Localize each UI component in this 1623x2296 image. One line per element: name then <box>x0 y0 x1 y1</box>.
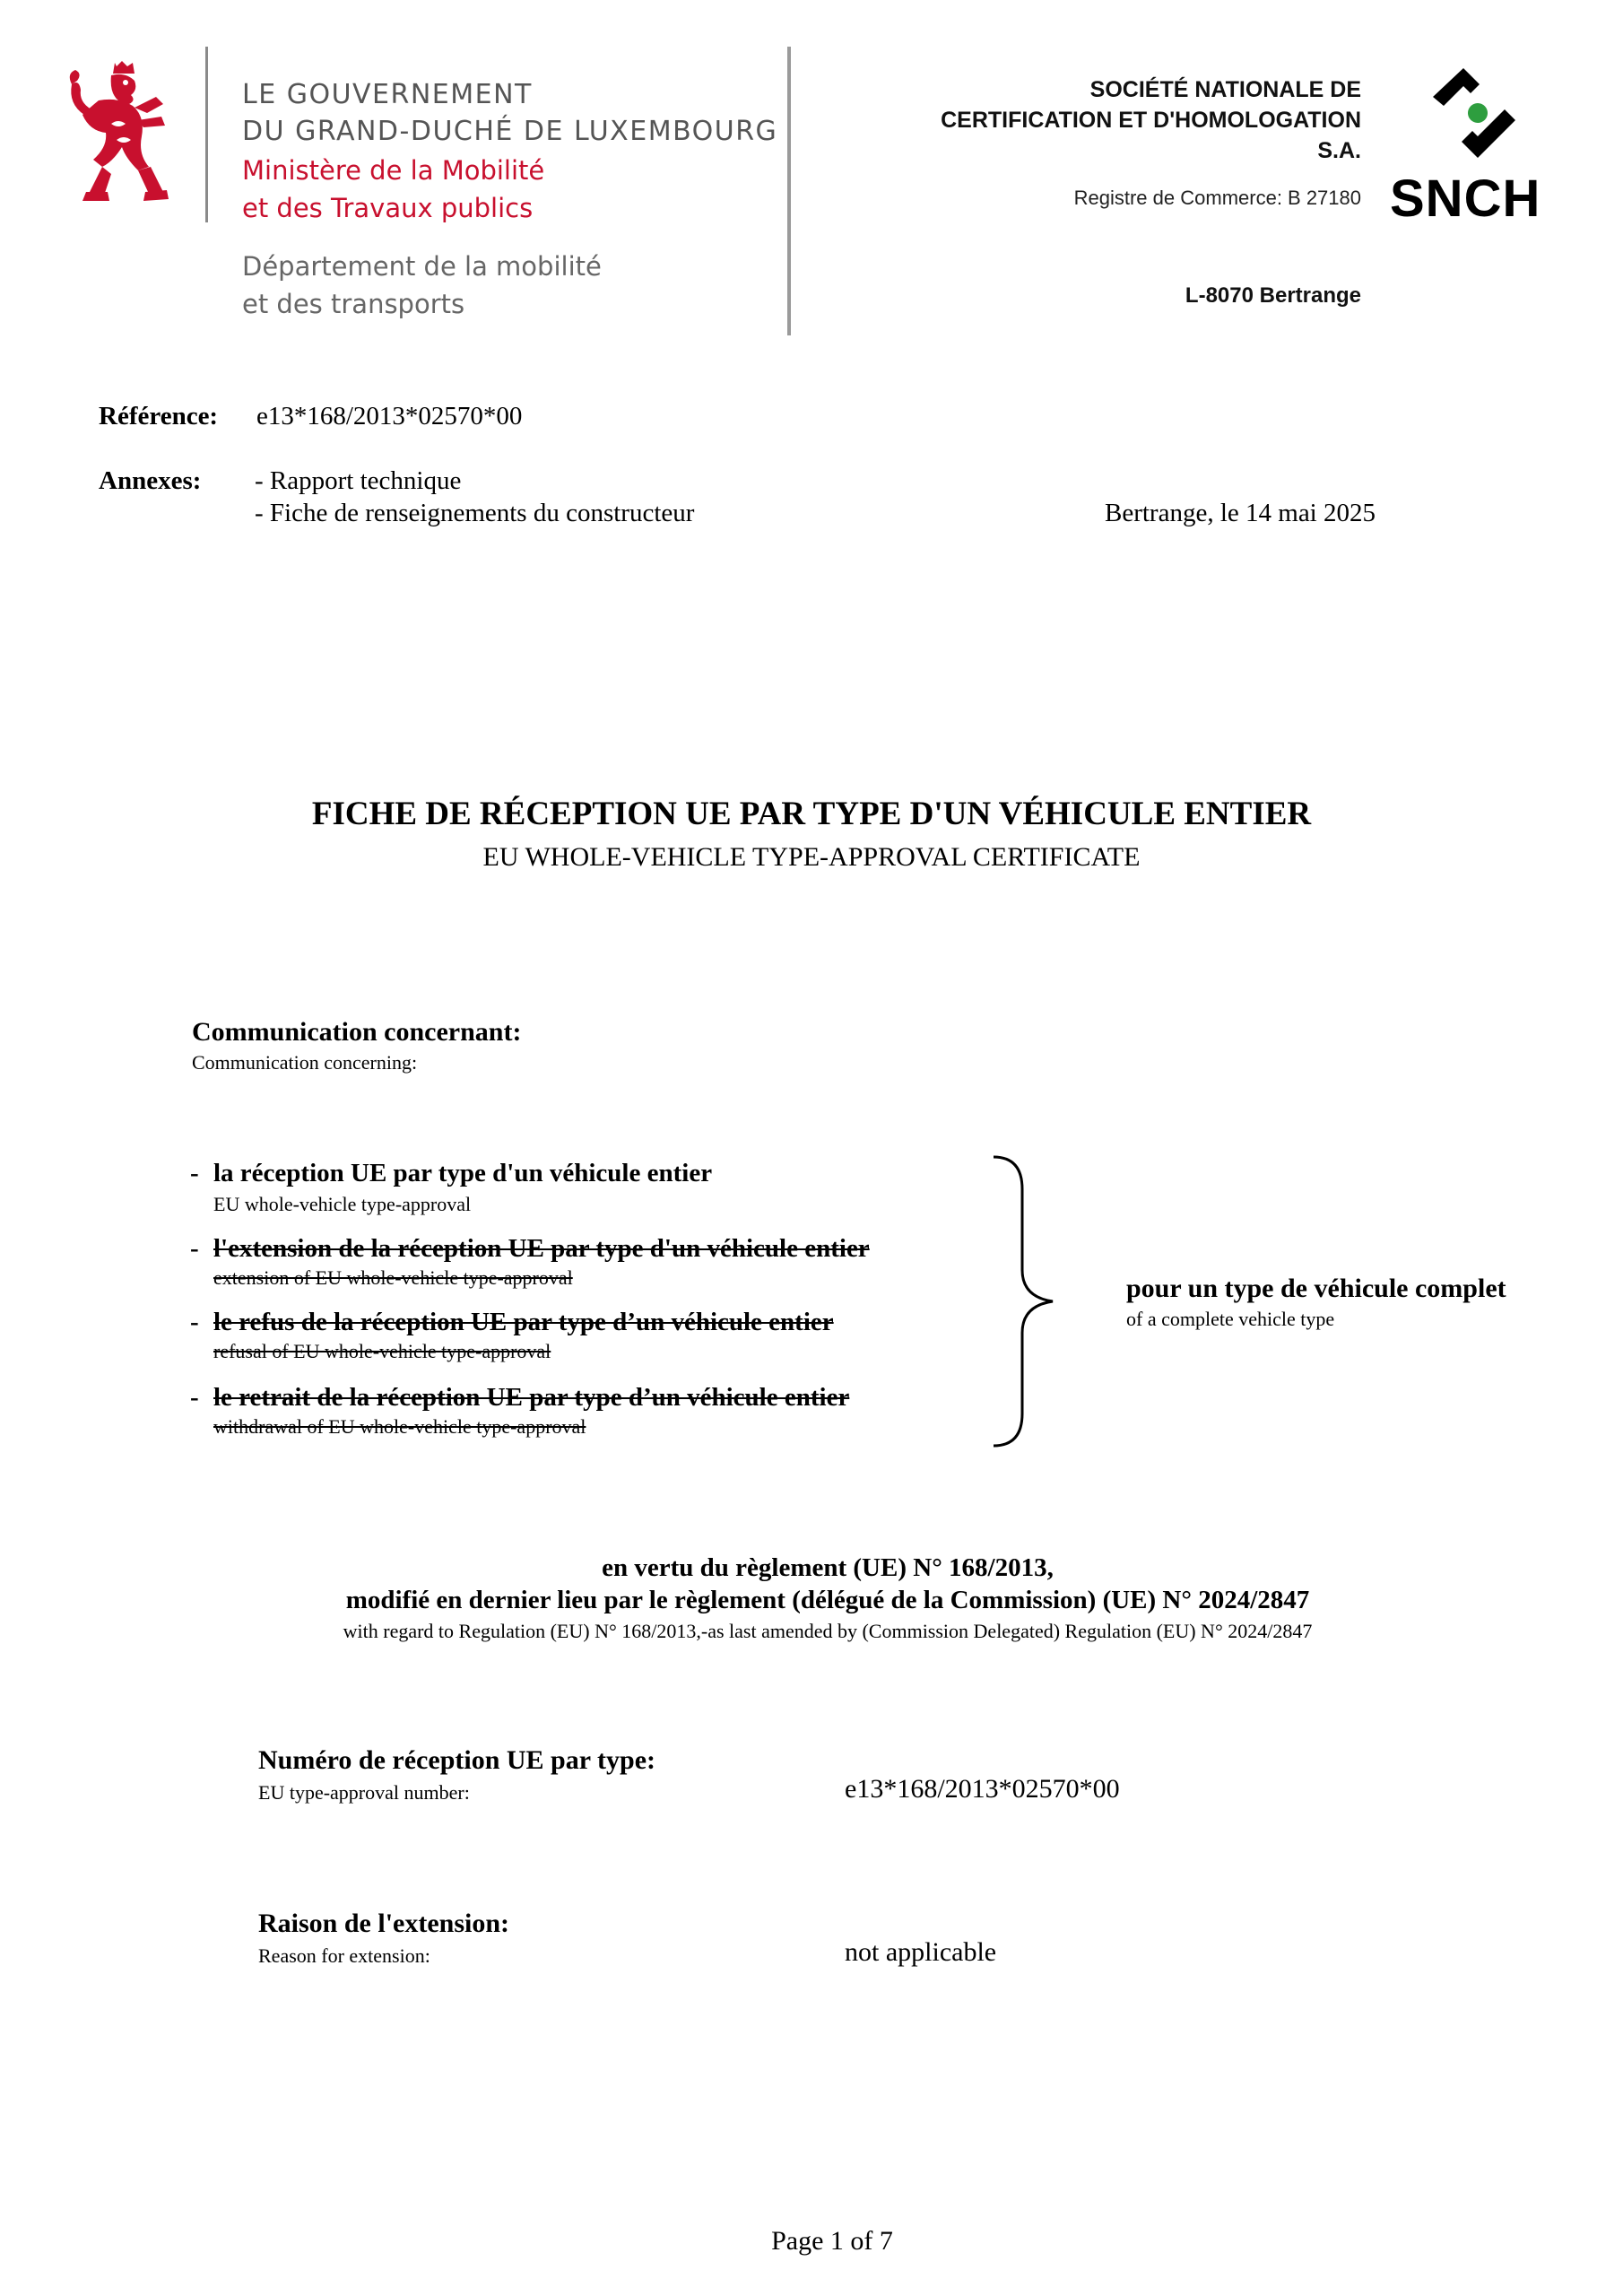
department-name-line1: Département de la mobilité <box>242 251 602 282</box>
option-refusal-fr: le refus de la réception UE par type d’un véhicule entier <box>213 1308 834 1336</box>
regulation-line1: en vertu du règlement (UE) N° 168/2013, <box>602 1553 1054 1582</box>
header-divider-left <box>205 47 208 222</box>
extension-reason-label-en: Reason for extension: <box>258 1944 430 1967</box>
luxembourg-lion-emblem-icon <box>63 61 179 204</box>
snch-logo-text: SNCH <box>1390 170 1541 228</box>
ministry-name-line2: et des Travaux publics <box>242 193 534 223</box>
government-name-line1: LE GOUVERNEMENT <box>242 79 533 110</box>
department-name-line2: et des transports <box>242 289 465 319</box>
regulation-en: with regard to Regulation (EU) N° 168/2013,-as last amended by (Commission Delegated) Regulation (EU) N° 2024/2847 <box>343 1620 1313 1642</box>
company-address: L-8070 Bertrange <box>1185 283 1361 308</box>
extension-reason-label-fr: Raison de l'extension: <box>258 1909 510 1938</box>
option-approval-fr: la réception UE par type d'un véhicule entier <box>213 1159 713 1187</box>
reference-label: Référence: <box>99 402 219 430</box>
vehicle-scope-en: of a complete vehicle type <box>1126 1308 1335 1330</box>
option-withdrawal-en: withdrawal of EU whole-vehicle type-approval <box>213 1415 586 1438</box>
communication-label-en: Communication concerning: <box>192 1051 418 1074</box>
vehicle-scope-fr: pour un type de véhicule complet <box>1126 1274 1506 1303</box>
page-number: Page 1 of 7 <box>771 2226 893 2256</box>
options-brace-icon <box>990 1153 1062 1449</box>
option-extension-fr: l'extension de la réception UE par type d'un véhicule entier <box>213 1234 870 1263</box>
regulation-line2: modifié en dernier lieu par le règlement (délégué de la Commission) (UE) N° 2024/2847 <box>345 1586 1310 1614</box>
approval-number-label-en: EU type-approval number: <box>258 1781 470 1804</box>
extension-reason-value: not applicable <box>845 1937 997 1967</box>
reference-value: e13*168/2013*02570*00 <box>256 402 523 430</box>
option-extension-en: extension of EU whole-vehicle type-approval <box>213 1266 573 1289</box>
government-name-line2: DU GRAND-DUCHÉ DE LUXEMBOURG <box>242 116 778 147</box>
option-bullet: - <box>190 1234 199 1263</box>
approval-number-label-fr: Numéro de réception UE par type: <box>258 1745 655 1775</box>
company-name-line2: CERTIFICATION ET D'HOMOLOGATION <box>941 108 1361 133</box>
document-title-fr: FICHE DE RÉCEPTION UE PAR TYPE D'UN VÉHICULE ENTIER <box>311 796 1312 832</box>
company-name-line1: SOCIÉTÉ NATIONALE DE <box>1089 77 1361 102</box>
ministry-name-line1: Ministère de la Mobilité <box>242 155 545 186</box>
communication-label-fr: Communication concernant: <box>192 1017 522 1047</box>
option-refusal-en: refusal of EU whole-vehicle type-approval <box>213 1340 551 1362</box>
option-bullet: - <box>190 1308 199 1336</box>
header-divider-center <box>787 47 791 335</box>
approval-number-value: e13*168/2013*02570*00 <box>845 1774 1120 1804</box>
company-registry: Registre de Commerce: B 27180 <box>1073 187 1361 209</box>
snch-logo-mark-icon <box>1426 61 1524 169</box>
annex-item: - Fiche de renseignements du constructeur <box>255 499 695 527</box>
document-title-en: EU WHOLE-VEHICLE TYPE-APPROVAL CERTIFICATE <box>482 842 1141 872</box>
document-date: Bertrange, le 14 mai 2025 <box>1105 499 1376 527</box>
option-approval-en: EU whole-vehicle type-approval <box>213 1193 472 1215</box>
option-withdrawal-fr: le retrait de la réception UE par type d’un véhicule entier <box>213 1383 850 1412</box>
company-name-line3: S.A. <box>1317 138 1361 163</box>
option-bullet: - <box>190 1383 199 1412</box>
annex-item: - Rapport technique <box>255 466 462 495</box>
option-bullet: - <box>190 1159 199 1187</box>
annexes-label: Annexes: <box>99 466 202 495</box>
